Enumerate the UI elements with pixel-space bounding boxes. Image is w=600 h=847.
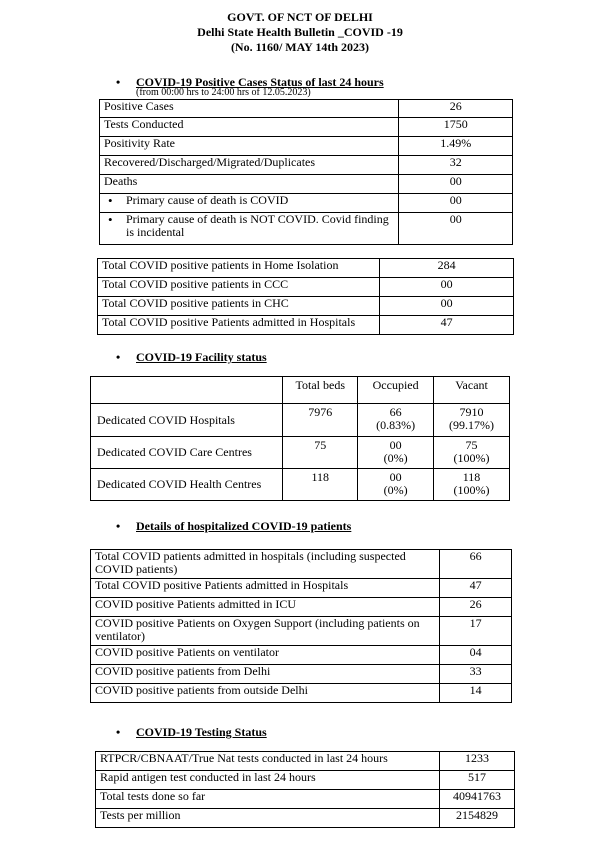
table-row <box>91 617 512 646</box>
row-label: Dedicated COVID Care Centres <box>91 437 283 469</box>
vacant-cell <box>434 437 510 469</box>
row-value: 2154829 <box>440 809 515 828</box>
row-value: 33 <box>440 665 512 684</box>
vacant-pct: (100%) <box>453 483 490 497</box>
section-testing-title: • COVID-19 Testing Status <box>116 725 267 739</box>
table-row <box>100 118 513 137</box>
vacant-value: 7910 <box>459 405 484 419</box>
bullet-icon: • <box>116 519 121 533</box>
table-row <box>96 809 515 828</box>
header-total-beds: Total beds <box>283 377 358 404</box>
isolation-table <box>97 258 514 335</box>
header-occupied: Occupied <box>358 377 434 404</box>
table-row <box>91 404 510 437</box>
bulletin-header <box>0 10 600 55</box>
occupied-pct: (0%) <box>383 483 408 497</box>
occupied-pct: (0.83%) <box>376 418 416 432</box>
row-label: COVID positive Patients admitted in ICU <box>91 598 440 617</box>
row-value: 1233 <box>440 752 515 771</box>
occupied-value: 00 <box>389 470 402 484</box>
vacant-pct: (99.17%) <box>449 418 495 432</box>
row-label: Total COVID positive Patients admitted in Hospitals <box>98 316 380 335</box>
header-govt: GOVT. OF NCT OF DELHI <box>227 10 373 24</box>
total-beds: 7976 <box>283 404 358 437</box>
table-row <box>91 646 512 665</box>
vacant-value: 118 <box>462 470 481 484</box>
occupied-cell <box>358 404 434 437</box>
facility-table <box>90 376 510 501</box>
row-value: 1750 <box>399 118 513 137</box>
table-row <box>98 316 514 335</box>
row-value: 00 <box>399 175 513 194</box>
section-positive-subtitle: (from 00:00 hrs to 24:00 hrs of 12.05.2023) <box>136 87 311 98</box>
table-row <box>91 684 512 703</box>
table-row <box>91 598 512 617</box>
row-value: 04 <box>440 646 512 665</box>
row-value: 00 <box>380 297 514 316</box>
row-value: 66 <box>440 550 512 579</box>
table-row <box>100 156 513 175</box>
table-row <box>91 550 512 579</box>
row-label: COVID positive patients from outside Delhi <box>91 684 440 703</box>
row-value: 00 <box>399 194 513 213</box>
row-value: 26 <box>440 598 512 617</box>
row-label: COVID positive Patients on ventilator <box>91 646 440 665</box>
row-value: 47 <box>380 316 514 335</box>
table-row <box>100 213 513 245</box>
row-label: Rapid antigen test conducted in last 24 hours <box>96 771 440 790</box>
occupied-value: 66 <box>389 405 402 419</box>
bullet-icon: • <box>116 350 121 364</box>
occupied-cell <box>358 437 434 469</box>
row-value: 284 <box>380 259 514 278</box>
occupied-pct: (0%) <box>383 451 408 465</box>
row-label: COVID positive Patients on Oxygen Support (including patients on ventilator) <box>91 617 440 646</box>
table-row <box>91 469 510 501</box>
testing-table <box>95 751 515 828</box>
row-value: 26 <box>399 100 513 118</box>
vacant-cell <box>434 469 510 501</box>
row-value: 17 <box>440 617 512 646</box>
row-label: Tests per million <box>96 809 440 828</box>
section-positive-title: • COVID-19 Positive Cases Status of last 24 hours <box>116 75 384 89</box>
row-label: • Primary cause of death is NOT COVID. Covid finding is incidental <box>100 213 399 245</box>
row-label: RTPCR/CBNAAT/True Nat tests conducted in last 24 hours <box>96 752 440 771</box>
table-row <box>96 771 515 790</box>
vacant-value: 75 <box>465 438 478 452</box>
header-vacant: Vacant <box>434 377 510 404</box>
row-label: Total COVID positive patients in CCC <box>98 278 380 297</box>
row-value: 1.49% <box>399 137 513 156</box>
table-row <box>98 278 514 297</box>
row-label: Deaths <box>100 175 399 194</box>
row-label: Total COVID positive patients in Home Isolation <box>98 259 380 278</box>
row-value: 14 <box>440 684 512 703</box>
header-blank <box>91 377 283 404</box>
table-row <box>91 665 512 684</box>
section-hospitalized-title: • Details of hospitalized COVID-19 patients <box>116 519 352 533</box>
table-row <box>91 437 510 469</box>
header-title: Delhi State Health Bulletin _COVID -19 <box>197 25 403 39</box>
row-label: COVID positive patients from Delhi <box>91 665 440 684</box>
row-value: 00 <box>380 278 514 297</box>
row-label: Total tests done so far <box>96 790 440 809</box>
row-label: • Primary cause of death is COVID <box>100 194 399 213</box>
vacant-pct: (100%) <box>453 451 490 465</box>
table-row <box>96 790 515 809</box>
row-value: 47 <box>440 579 512 598</box>
table-row <box>100 137 513 156</box>
occupied-value: 00 <box>389 438 402 452</box>
row-value: 32 <box>399 156 513 175</box>
total-beds: 75 <box>283 437 358 469</box>
row-label: Positive Cases <box>100 100 399 118</box>
table-row <box>91 579 512 598</box>
row-value: 00 <box>399 213 513 245</box>
hospitalized-table <box>90 549 512 703</box>
header-number: (No. 1160/ MAY 14th 2023) <box>230 40 370 54</box>
table-row <box>96 752 515 771</box>
row-label: Dedicated COVID Health Centres <box>91 469 283 501</box>
table-row <box>100 175 513 194</box>
facility-header-row <box>91 377 510 404</box>
row-label: Tests Conducted <box>100 118 399 137</box>
row-label: Total COVID positive Patients admitted in Hospitals <box>91 579 440 598</box>
positive-cases-table <box>99 99 513 245</box>
vacant-cell <box>434 404 510 437</box>
bullet-icon: • <box>116 725 121 739</box>
row-label: Total COVID patients admitted in hospitals (including suspected COVID patients) <box>91 550 440 579</box>
row-value: 40941763 <box>440 790 515 809</box>
row-label: Dedicated COVID Hospitals <box>91 404 283 437</box>
table-row <box>98 259 514 278</box>
table-row <box>100 194 513 213</box>
occupied-cell <box>358 469 434 501</box>
row-label: Recovered/Discharged/Migrated/Duplicates <box>100 156 399 175</box>
total-beds: 118 <box>283 469 358 501</box>
row-value: 517 <box>440 771 515 790</box>
row-label: Total COVID positive patients in CHC <box>98 297 380 316</box>
bullet-icon: • <box>116 75 121 89</box>
section-facility-title: • COVID-19 Facility status <box>116 350 267 364</box>
row-label: Positivity Rate <box>100 137 399 156</box>
table-row <box>98 297 514 316</box>
table-row <box>100 100 513 118</box>
